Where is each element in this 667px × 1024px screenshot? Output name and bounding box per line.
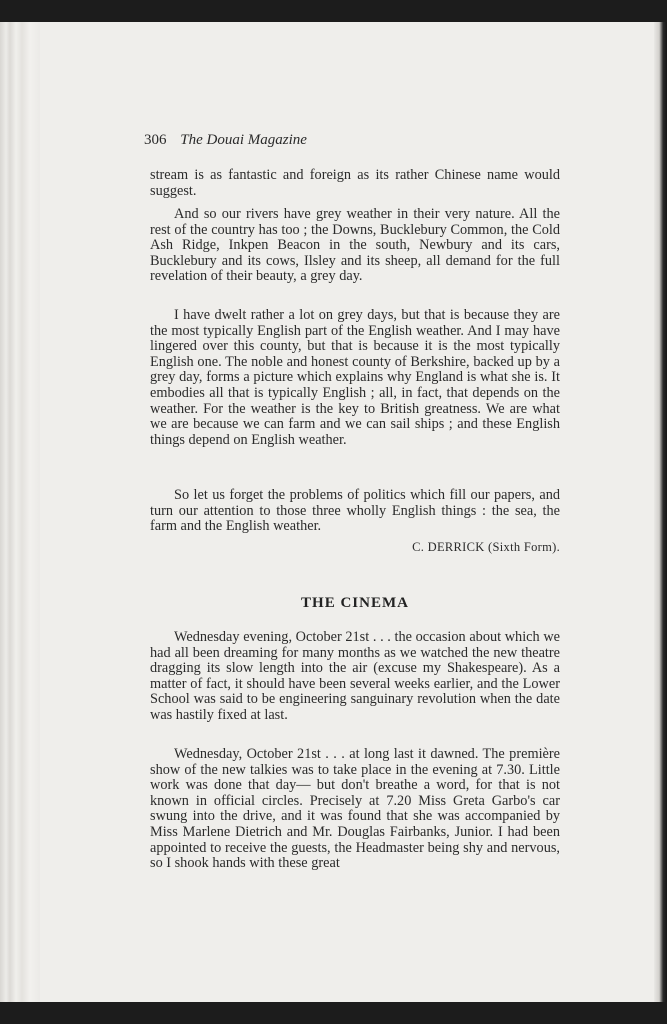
running-header <box>144 132 307 149</box>
magazine-title: The Douai Magazine <box>180 132 307 148</box>
author-signature: C. DERRICK (Sixth Form). <box>412 540 560 554</box>
paragraph-grey-days: I have dwelt rather a lot on grey days, but that is because they are the most typically English part of the English weather. And I may have lingered over this county, but that is because it is the most typically English one. The noble and honest county of Berkshire, backed up by a grey day, forms a picture which explains why England is what she is. It embodies all that is typically English ; all, in fact, that depends on the weather. For the weather is the key to British greatness. We are what we are because we can farm and we can sail ships ; and these English things depend on English weather. <box>150 307 560 448</box>
paragraph-grey-weather: And so our rivers have grey weather in their very nature. All the rest of the country has too ; the Downs, Bucklebury Common, the Cold Ash Ridge, Inkpen Beacon in the south, Newbury and its cars, Bucklebury and its cows, Ilsley and its sheep, all demand for the full revelation of their beauty, a grey day. <box>150 206 560 285</box>
paragraph-continuation: stream is as fantastic and foreign as its rather Chinese name would suggest. <box>150 167 560 199</box>
book-binding-edge <box>654 22 667 1002</box>
page-number: 306 <box>144 132 167 148</box>
paragraph-cinema-1: Wednesday evening, October 21st . . . the occasion about which we had all been dreaming for many months as we watched the new theatre dragging its slow length into the air (excuse my Shakespeare). As a matter of fact, it should have been several weeks earlier, and the Lower School was said to be engineering sanguinary revolution when the date was hastily fixed at last. <box>150 629 560 723</box>
paragraph-cinema-2: Wednesday, October 21st . . . at long last it dawned. The première show of the new talkies was to take place in the evening at 7.30. Little work was done that day— but don't breathe a word, for that is not known in official circles. Precisely at 7.20 Miss Greta Garbo's car swung into the drive, and it was found that she was accompanied by Miss Marlene Dietrich and Mr. Douglas Fairbanks, Junior. I had been appointed to receive the guests, the Headmaster being shy and nervous, so I shook hands with these great <box>150 746 560 872</box>
paragraph-conclusion: So let us forget the problems of politics which fill our papers, and turn our attention to those three wholly English things : the sea, the farm and the English weather. <box>150 487 560 535</box>
section-title: THE CINEMA <box>301 595 409 611</box>
book-page-edges <box>0 22 41 1002</box>
